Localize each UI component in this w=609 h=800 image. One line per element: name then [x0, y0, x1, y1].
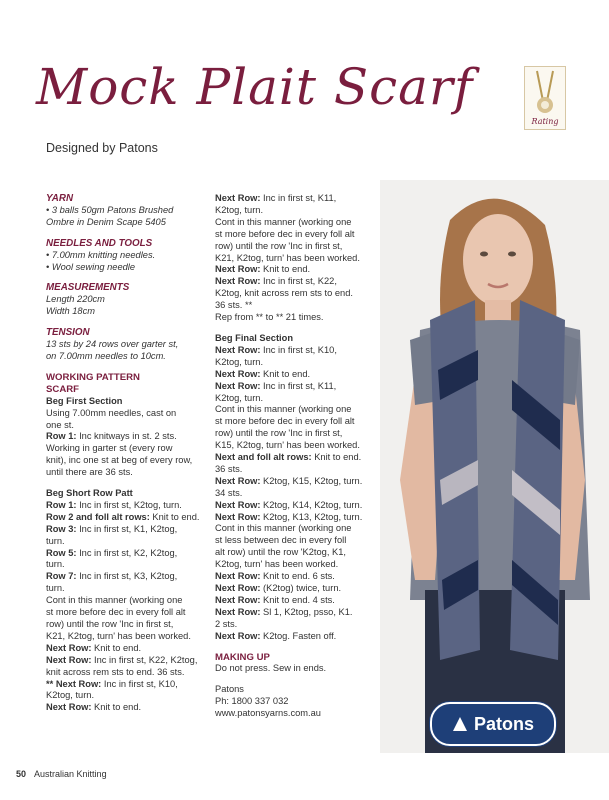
instruction-line: Patons — [215, 684, 244, 695]
instruction-line: Cont in this manner (working one — [215, 216, 352, 227]
instruction-line — [215, 500, 370, 512]
instruction-line: K2tog, turn. — [215, 356, 264, 367]
subsection-heading: Beg Final Section — [215, 332, 294, 343]
section-heading: MEASUREMENTS — [46, 282, 130, 294]
instruction-line — [46, 548, 208, 560]
rating-label: Rating — [531, 117, 559, 126]
instruction-line: Ph: 1800 337 032 — [215, 696, 289, 707]
row-label: Next Row: — [215, 606, 261, 617]
section-heading: MAKING UP — [215, 651, 270, 663]
row-text: Inc in first st, K22, — [260, 276, 337, 287]
instruction-line: turn. — [46, 559, 65, 570]
publication-name: Australian Knitting — [34, 769, 107, 779]
row-label: Row 5: — [46, 547, 77, 558]
spec-line: • 7.00mm knitting needles. — [46, 249, 156, 260]
row-text: Inc in first st, K10, — [260, 344, 337, 355]
row-text: Inc in first st, K2, K2tog, — [76, 547, 178, 558]
row-label: Next Row: — [215, 368, 261, 379]
row-label: Next Row: — [215, 511, 261, 522]
instruction-line: K2tog, knit across rem sts to end. — [215, 288, 353, 299]
instruction-line — [46, 571, 208, 583]
instruction-line — [46, 431, 208, 443]
row-label: Row 1: — [46, 431, 77, 442]
spec-line: • Wool sewing needle — [46, 261, 136, 272]
instruction-line: st less between dec in every foll — [215, 535, 347, 546]
row-text: Inc knitways in st. 2 sts. — [76, 431, 177, 442]
row-label: Next Row: — [215, 630, 261, 641]
instruction-line: st more before dec in every foll alt — [46, 607, 186, 618]
row-text: (K2tog) twice, turn. — [260, 583, 342, 593]
row-label: Next Row: — [215, 571, 261, 582]
row-text: Inc in first st, K1, K2tog, — [76, 523, 178, 534]
spacer — [215, 324, 370, 333]
instruction-line: row) until the row 'Inc in first st, — [215, 240, 343, 251]
instruction-line — [46, 643, 208, 655]
instruction-line: row) until the row 'Inc in first st, — [215, 428, 343, 439]
instruction-line: Cont in this manner (working one — [46, 595, 183, 606]
instruction-line: K15, K2tog, turn' has been worked. — [215, 440, 360, 451]
instruction-line: one st. — [46, 419, 74, 430]
row-text: K2tog, K13, K2tog, turn. — [260, 511, 363, 522]
instruction-line: K21, K2tog, turn' has been worked. — [215, 252, 360, 263]
watermark: PassionForum.ru — [512, 776, 601, 788]
section-heading: TENSION — [46, 327, 90, 339]
row-label: Next Row: — [46, 642, 92, 653]
instruction-line: Rep from ** to ** 21 times. — [215, 312, 324, 323]
instruction-line: turn. — [46, 583, 65, 594]
row-text: K2tog, K15, K2tog, turn. — [260, 475, 363, 486]
row-label: Next Row: — [215, 475, 261, 486]
model-photo — [380, 180, 609, 753]
instruction-line — [46, 524, 208, 536]
spacer — [46, 273, 208, 282]
patons-logo — [430, 702, 556, 746]
row-text: K2tog, K14, K2tog, turn. — [260, 499, 363, 510]
row-label: Next Row: — [215, 499, 261, 510]
subsection-heading: Beg First Section — [46, 395, 123, 406]
instruction-line: Working in garter st (every row — [46, 443, 173, 454]
instruction-line — [215, 595, 370, 607]
instruction-line — [46, 702, 208, 714]
instruction-line: K2tog, turn. — [46, 690, 95, 701]
instruction-line — [215, 276, 370, 288]
row-text: Inc in first st, K22, K2tog, — [91, 654, 198, 665]
row-label: Next Row: — [46, 702, 92, 713]
row-label: Row 7: — [46, 571, 77, 582]
instruction-line: www.patonsyarns.com.au — [215, 708, 321, 719]
spec-line: Length 220cm — [46, 294, 105, 305]
instruction-line — [46, 655, 208, 667]
row-label: Next Row: — [215, 583, 261, 593]
instruction-line — [215, 583, 370, 595]
instruction-line — [215, 369, 370, 381]
instruction-line — [215, 345, 370, 357]
row-text: Inc in first st, K10, — [101, 678, 178, 689]
instruction-line — [215, 452, 370, 464]
instruction-line: 34 sts. — [215, 487, 243, 498]
instruction-line: 36 sts. ** — [215, 300, 253, 311]
instruction-line: K2tog, turn' has been worked. — [215, 559, 339, 570]
row-text: K2tog. Fasten off. — [260, 630, 337, 641]
row-label: Next Row: — [215, 264, 261, 275]
instruction-line: st more before dec in every foll alt — [215, 416, 355, 427]
spacer — [46, 363, 208, 372]
instruction-line: K21, K2tog, turn' has been worked. — [46, 630, 191, 641]
spacer — [215, 675, 370, 684]
patons-tree-icon — [452, 716, 468, 732]
row-label: Next Row: — [46, 654, 92, 665]
instruction-line — [46, 500, 208, 512]
row-text: Inc in first st, K3, K2tog, — [76, 571, 178, 582]
spec-line: Width 18cm — [46, 306, 95, 317]
instruction-line — [215, 476, 370, 488]
spacer — [46, 479, 208, 488]
instruction-line: row) until the row 'Inc in first st, — [46, 619, 174, 629]
row-label: Row 2 and foll alt rows: — [46, 511, 150, 522]
instruction-line: until there are 36 sts. — [46, 467, 133, 478]
instruction-line: st more before dec in every foll alt — [215, 228, 355, 239]
instruction-line — [215, 512, 370, 524]
row-text: Knit to end. 6 sts. — [260, 571, 335, 582]
spacer — [46, 318, 208, 327]
spec-line: • 3 balls 50gm Patons Brushed — [46, 204, 174, 215]
instruction-line: knit across rem sts to end. 36 sts. — [46, 666, 185, 677]
knitting-needles-icon — [525, 67, 565, 117]
row-text: Inc in first st, K2tog, turn. — [76, 499, 182, 510]
instructions-column-1 — [46, 193, 208, 714]
instruction-line: turn. — [46, 535, 65, 546]
rating-badge — [524, 66, 566, 130]
instruction-line — [46, 512, 208, 524]
page-number: 50 — [16, 769, 27, 779]
row-text: Knit to end. 4 sts. — [260, 594, 335, 605]
row-label: Next Row: — [215, 594, 261, 605]
instruction-line: Cont in this manner (working one — [215, 404, 352, 415]
row-text: Knit to end. — [311, 452, 362, 463]
section-heading: YARN — [46, 193, 74, 204]
instruction-line: Cont in this manner (working one — [215, 523, 352, 534]
row-text: Knit to end. — [91, 702, 142, 713]
row-label: Next Row: — [215, 344, 261, 355]
instruction-line — [215, 607, 370, 619]
spacer — [215, 643, 370, 652]
instruction-line: Using 7.00mm needles, cast on — [46, 407, 177, 418]
patons-logo-text: Patons — [473, 713, 534, 734]
section-heading: SCARF — [46, 383, 80, 395]
row-label: Next Row: — [215, 380, 261, 391]
row-label: Row 1: — [46, 499, 77, 510]
spec-line: on 7.00mm needles to 10cm. — [46, 350, 166, 361]
page-title: Mock Plait Scarf — [36, 58, 474, 116]
instruction-line: knit), inc one st at beg of every row, — [46, 455, 193, 466]
instruction-line — [215, 193, 370, 205]
instruction-line — [215, 631, 370, 643]
spec-line: 13 sts by 24 rows over garter st, — [46, 339, 179, 350]
instruction-line — [215, 264, 370, 276]
row-text: Knit to end. — [149, 511, 200, 522]
instruction-line — [215, 571, 370, 583]
instruction-line: 2 sts. — [215, 618, 238, 629]
instruction-line: K2tog, turn. — [215, 204, 264, 215]
spacer — [46, 229, 208, 238]
instruction-line: 36 sts. — [215, 463, 243, 474]
row-text: Inc in first st, K11, — [260, 380, 337, 391]
row-text: Knit to end. — [91, 642, 142, 653]
row-label: Row 3: — [46, 523, 77, 534]
subsection-heading: Beg Short Row Patt — [46, 488, 133, 499]
instruction-line: K2tog, turn. — [215, 392, 264, 403]
instructions-column-2 — [215, 193, 370, 720]
row-text: Knit to end. — [260, 264, 311, 275]
instruction-line: Do not press. Sew in ends. — [215, 663, 327, 674]
designer-credit: Designed by Patons — [46, 141, 158, 155]
instruction-line — [46, 679, 208, 691]
row-label: Next Row: — [215, 276, 261, 287]
instruction-line: alt row) until the row 'K2tog, K1, — [215, 547, 346, 558]
spec-line: Ombre in Denim Scape 5405 — [46, 216, 166, 227]
row-text: Knit to end. — [260, 368, 311, 379]
section-heading: WORKING PATTERN — [46, 371, 140, 383]
section-heading: NEEDLES AND TOOLS — [46, 237, 153, 249]
row-text: Inc in first st, K11, — [260, 193, 337, 203]
row-label: Next Row: — [215, 193, 261, 203]
instruction-line — [215, 381, 370, 393]
row-label: Next and foll alt rows: — [215, 452, 312, 463]
row-label: ** Next Row: — [46, 678, 102, 689]
row-text: Sl 1, K2tog, psso, K1. — [260, 606, 353, 617]
page-footer — [16, 769, 107, 779]
